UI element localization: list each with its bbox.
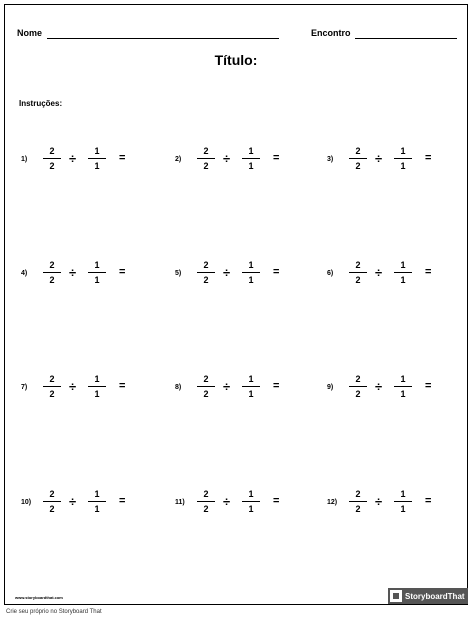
equals-sign: =	[119, 495, 126, 507]
numerator: 2	[355, 260, 361, 270]
problem	[327, 372, 467, 406]
numerator: 1	[248, 489, 254, 499]
fraction-bar	[349, 272, 367, 273]
divide-icon: ÷	[223, 265, 231, 280]
divide-icon: ÷	[375, 379, 383, 394]
numerator: 1	[400, 489, 406, 499]
divide-icon: ÷	[375, 151, 383, 166]
numerator: 1	[94, 146, 100, 156]
problem-number: 4)	[21, 270, 28, 277]
denominator: 2	[203, 275, 209, 285]
fraction-bar	[349, 158, 367, 159]
equals-sign: =	[119, 152, 126, 164]
equals-sign: =	[273, 266, 280, 278]
denominator: 1	[94, 275, 100, 285]
storyboardthat-logo	[388, 588, 468, 604]
denominator: 2	[355, 389, 361, 399]
name-line	[47, 38, 279, 39]
fraction-b	[88, 373, 106, 400]
denominator: 1	[248, 161, 254, 171]
denominator: 2	[203, 389, 209, 399]
fraction-b	[394, 488, 412, 515]
denominator: 2	[203, 504, 209, 514]
numerator: 2	[203, 489, 209, 499]
fraction-b	[242, 259, 260, 286]
fraction-bar	[43, 386, 61, 387]
divide-icon: ÷	[223, 494, 231, 509]
fraction-bar	[242, 158, 260, 159]
problem	[21, 487, 161, 521]
problem	[327, 144, 467, 178]
denominator: 1	[400, 389, 406, 399]
equals-sign: =	[119, 380, 126, 392]
fraction-bar	[394, 501, 412, 502]
problem	[327, 487, 467, 521]
divide-icon: ÷	[375, 265, 383, 280]
fraction-b	[394, 145, 412, 172]
problem-number: 6)	[327, 270, 334, 277]
name-label: Nome	[17, 28, 43, 38]
fraction-b	[242, 145, 260, 172]
fraction-b	[394, 259, 412, 286]
fraction-a	[197, 145, 215, 172]
problem-number: 9)	[327, 384, 334, 391]
numerator: 1	[400, 374, 406, 384]
encounter-line	[355, 38, 457, 39]
numerator: 1	[248, 146, 254, 156]
denominator: 2	[355, 275, 361, 285]
worksheet-page	[4, 4, 468, 605]
fraction-bar	[88, 501, 106, 502]
equals-sign: =	[119, 266, 126, 278]
fraction-bar	[242, 386, 260, 387]
brand-text: StoryboardThat	[405, 591, 465, 601]
numerator: 2	[203, 374, 209, 384]
numerator: 2	[203, 260, 209, 270]
fraction-bar	[197, 272, 215, 273]
equals-sign: =	[425, 495, 432, 507]
denominator: 2	[49, 389, 55, 399]
problem-number: 11)	[175, 499, 185, 506]
denominator: 1	[248, 389, 254, 399]
numerator: 2	[355, 374, 361, 384]
fraction-a	[349, 145, 367, 172]
fraction-b	[88, 145, 106, 172]
fraction-bar	[394, 158, 412, 159]
divide-icon: ÷	[69, 494, 77, 509]
denominator: 1	[94, 161, 100, 171]
denominator: 1	[400, 161, 406, 171]
fraction-bar	[88, 158, 106, 159]
fraction-bar	[88, 386, 106, 387]
denominator: 1	[94, 504, 100, 514]
fraction-a	[349, 259, 367, 286]
denominator: 1	[248, 504, 254, 514]
denominator: 1	[248, 275, 254, 285]
problem-number: 10)	[21, 499, 32, 506]
denominator: 2	[49, 161, 55, 171]
fraction-bar	[197, 386, 215, 387]
problem	[327, 258, 467, 292]
denominator: 2	[355, 161, 361, 171]
fraction-a	[43, 259, 61, 286]
numerator: 2	[355, 146, 361, 156]
divide-icon: ÷	[223, 151, 231, 166]
problem-number: 3)	[327, 156, 334, 163]
numerator: 1	[94, 260, 100, 270]
numerator: 1	[94, 489, 100, 499]
fraction-a	[197, 373, 215, 400]
fraction-b	[242, 488, 260, 515]
problem	[175, 487, 315, 521]
numerator: 2	[203, 146, 209, 156]
fraction-bar	[349, 386, 367, 387]
fraction-bar	[43, 158, 61, 159]
fraction-a	[197, 259, 215, 286]
fraction-a	[349, 373, 367, 400]
equals-sign: =	[273, 380, 280, 392]
divide-icon: ÷	[223, 379, 231, 394]
problem-number: 5)	[175, 270, 182, 277]
denominator: 2	[49, 504, 55, 514]
denominator: 2	[49, 275, 55, 285]
fraction-bar	[394, 386, 412, 387]
numerator: 1	[248, 374, 254, 384]
numerator: 1	[400, 146, 406, 156]
fraction-a	[43, 373, 61, 400]
denominator: 1	[94, 389, 100, 399]
problem	[175, 144, 315, 178]
equals-sign: =	[425, 266, 432, 278]
fraction-b	[394, 373, 412, 400]
divide-icon: ÷	[69, 151, 77, 166]
encounter-label: Encontro	[311, 28, 351, 38]
fraction-b	[242, 373, 260, 400]
footer-url: www.storyboardthat.com	[15, 595, 63, 600]
fraction-bar	[88, 272, 106, 273]
numerator: 2	[49, 374, 55, 384]
denominator: 2	[203, 161, 209, 171]
denominator: 2	[355, 504, 361, 514]
numerator: 2	[49, 260, 55, 270]
problem-number: 2)	[175, 156, 182, 163]
problem-number: 8)	[175, 384, 182, 391]
denominator: 1	[400, 275, 406, 285]
fraction-a	[43, 488, 61, 515]
numerator: 2	[49, 146, 55, 156]
caption: Crie seu próprio no Storyboard That	[6, 609, 102, 615]
fraction-bar	[197, 158, 215, 159]
numerator: 1	[94, 374, 100, 384]
equals-sign: =	[273, 495, 280, 507]
divide-icon: ÷	[69, 265, 77, 280]
instructions-label: Instruções:	[19, 99, 63, 108]
denominator: 1	[400, 504, 406, 514]
equals-sign: =	[425, 152, 432, 164]
fraction-bar	[43, 501, 61, 502]
fraction-bar	[197, 501, 215, 502]
fraction-bar	[43, 272, 61, 273]
problem	[175, 258, 315, 292]
divide-icon: ÷	[375, 494, 383, 509]
problem	[175, 372, 315, 406]
problem-number: 7)	[21, 384, 28, 391]
problem	[21, 372, 161, 406]
fraction-a	[43, 145, 61, 172]
fraction-bar	[242, 501, 260, 502]
equals-sign: =	[273, 152, 280, 164]
numerator: 1	[248, 260, 254, 270]
logo-icon	[390, 590, 402, 602]
fraction-b	[88, 259, 106, 286]
problem	[21, 258, 161, 292]
fraction-bar	[349, 501, 367, 502]
numerator: 2	[355, 489, 361, 499]
fraction-a	[349, 488, 367, 515]
fraction-bar	[394, 272, 412, 273]
numerator: 2	[49, 489, 55, 499]
fraction-a	[197, 488, 215, 515]
fraction-bar	[242, 272, 260, 273]
problem	[21, 144, 161, 178]
fraction-b	[88, 488, 106, 515]
problem-number: 1)	[21, 156, 28, 163]
problem-number: 12)	[327, 499, 338, 506]
numerator: 1	[400, 260, 406, 270]
divide-icon: ÷	[69, 379, 77, 394]
equals-sign: =	[425, 380, 432, 392]
page-title: Título:	[214, 52, 258, 68]
